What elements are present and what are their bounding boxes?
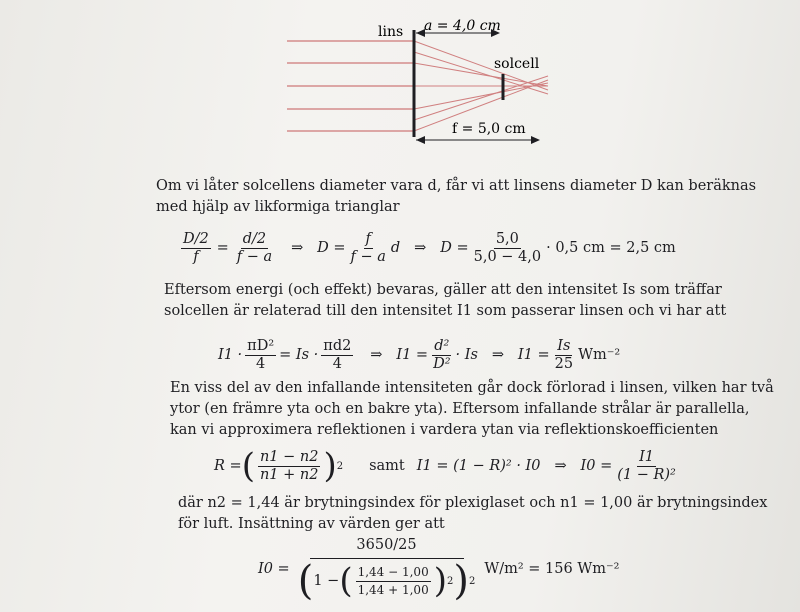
paragraph-2-line-2: solcellen är relaterad till den intensitet I1 som passerar linsen och vi har att [164, 303, 727, 319]
paragraph-2-line-1: Eftersom energi (och effekt) bevaras, gäller att den intensitet Is som träffar [164, 282, 722, 298]
paragraph-3-line-2: ytor (en främre yta och en bakre yta). Eftersom infallande strålar är parallella, [170, 401, 750, 417]
fraction: $\frac{n1 - n2}{n1 + n2}$ [259, 448, 319, 483]
solar-cell-label: solcell [494, 56, 540, 72]
fraction: $\frac{1,44 - 1,00}{1,44 + 1,00}$ [357, 564, 429, 597]
equation-result: I0 = 3650/25 ( 1 − ( $\frac{1,44 - 1,00}{1,44 + 1,00}$ ) 2 ) 2 W/m² = 156 Wm⁻² [258, 537, 620, 604]
fraction: $\frac{D/2}{f}$ [183, 230, 209, 265]
fraction: $\frac{f}{f - a}$ [350, 230, 386, 265]
paragraph-1-line-2: med hjälp av likformiga trianglar [156, 199, 400, 215]
fraction: $\frac{d/2}{f - a}$ [236, 230, 273, 265]
focal-length-label: f = 5,0 cm [452, 121, 526, 137]
distance-label: a = 4,0 cm [424, 18, 501, 34]
paragraph-3-line-3: kan vi approximera reflektionen i vardera ytan via reflektionskoefficienten [170, 422, 719, 438]
fraction: $\frac{\text{πD²}}{4}$ [247, 337, 275, 372]
fraction: $\frac{\pi d2}{4}$ [323, 337, 352, 372]
fraction: $\frac{5,0}{5,0 - 4,0}$ [473, 230, 542, 265]
fraction: $\frac{Is}{25}$ [554, 337, 574, 372]
focal-arrowhead-right [531, 136, 540, 144]
lens-ray-diagram [0, 0, 800, 160]
equation-intensity: I1 · $\frac{\text{πD²}}{4}$ = Is · $\frac{\pi d2}{4}$ ⇒ I1 = $\frac{\text{d²}}{\text{D²}}$ · Is ⇒ I1 = $\frac{Is}{25}$ Wm⁻² [218, 337, 621, 372]
paragraph-1-line-1: Om vi låter solcellens diameter vara d, får vi att linsens diameter D kan beräknas [156, 178, 757, 194]
fraction: $\frac{\text{d²}}{\text{D²}}$ [433, 337, 451, 372]
equation-similar-triangles: $\frac{D/2}{f}$ = $\frac{d/2}{f - a}$ ⇒ D = $\frac{f}{f - a}$ d ⇒ D = $\frac{5,0}{5,0 - 4,0}$ · 0,5 cm = 2,5 cm [183, 230, 676, 265]
lens-label: lins [378, 24, 404, 40]
converging-ray [414, 76, 548, 120]
paragraph-4-line-2: för luft. Insättning av värden ger att [178, 516, 445, 532]
fraction: $\frac{I1}{\text{(1 − R)²}}$ [617, 448, 676, 483]
fraction: 3650/25 ( 1 − ( $\frac{1,44 - 1,00}{1,44 + 1,00}$ ) 2 ) 2 [297, 537, 476, 604]
focal-arrowhead-left [416, 136, 425, 144]
equation-reflection: R = ( $\frac{n1 - n2}{n1 + n2}$ ) 2 samt I1 = (1 − R)² · I0 ⇒ I0 = $\frac{I1}{\text{(1 − R)²}}$ [214, 446, 676, 486]
paragraph-3-line-1: En viss del av den infallande intensiteten går dock förlorad i linsen, vilken har två [170, 380, 774, 396]
converging-rays [414, 41, 548, 131]
paragraph-4-line-1: där n2 = 1,44 är brytningsindex för plexiglaset och n1 = 1,00 är brytningsindex [178, 495, 768, 511]
incoming-rays [287, 41, 414, 131]
